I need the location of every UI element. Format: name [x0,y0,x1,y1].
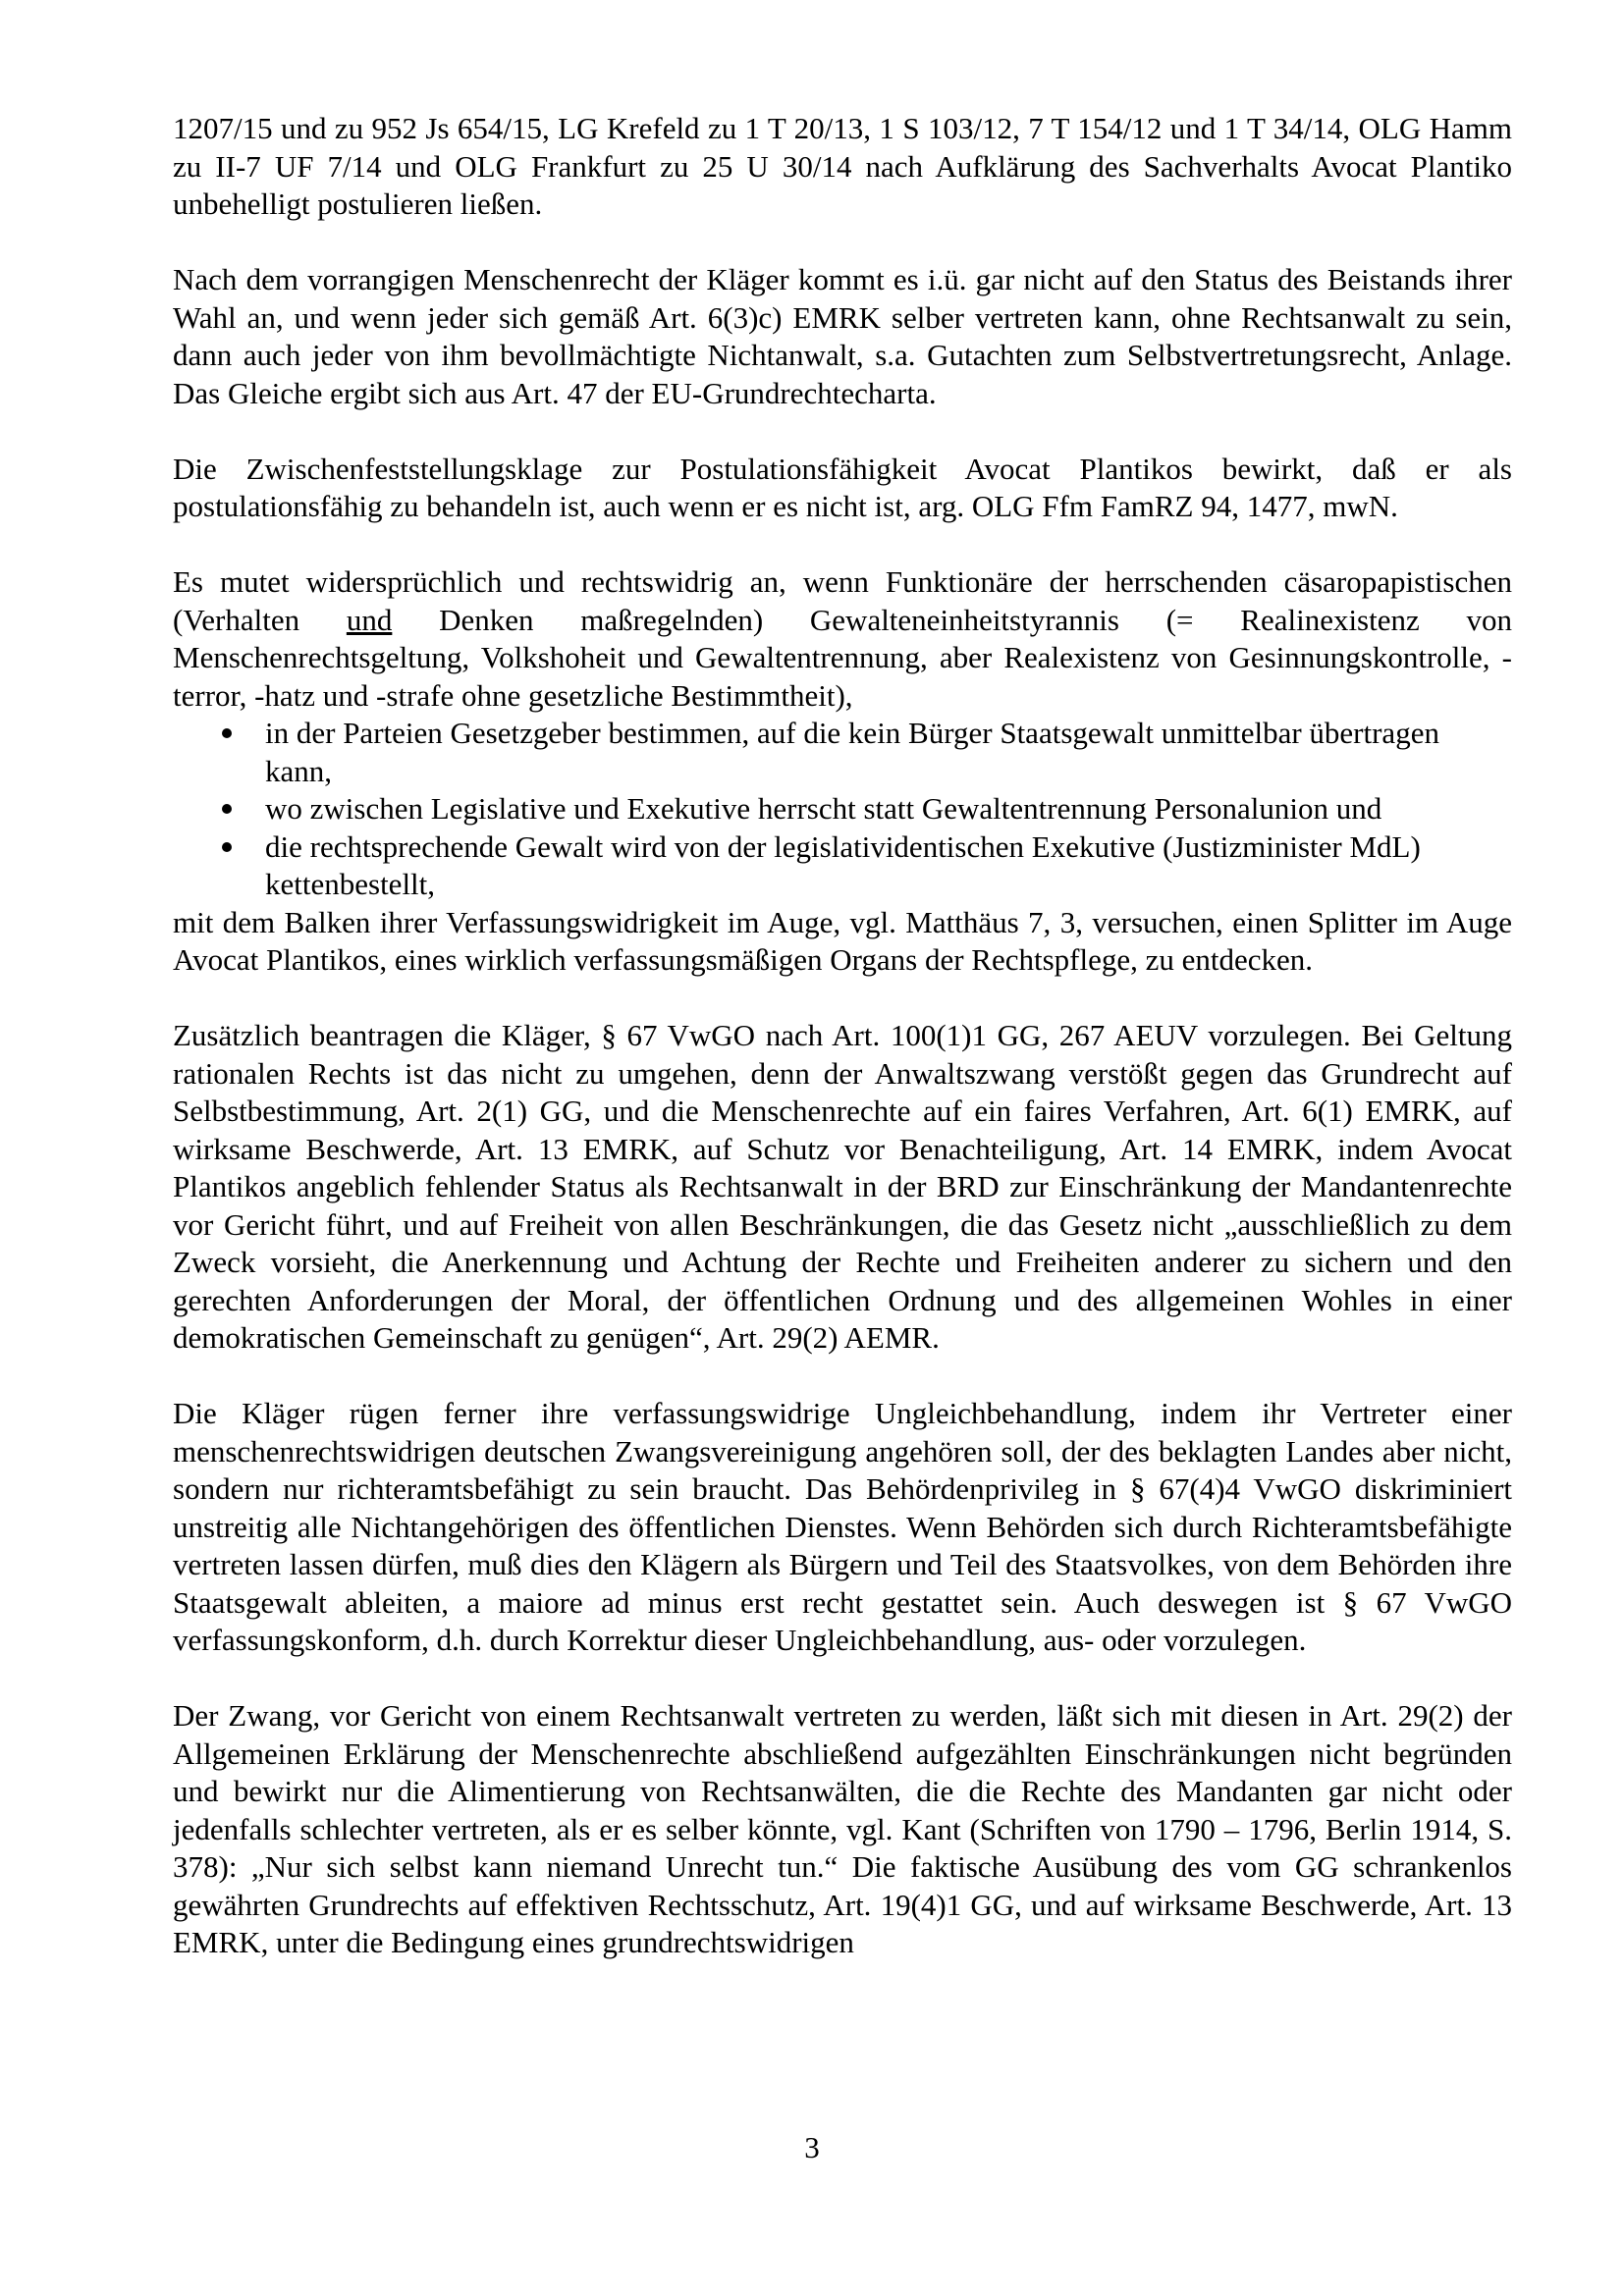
bullet-icon [222,842,232,852]
paragraph-1: 1207/15 und zu 952 Js 654/15, LG Krefeld zu 1 T 20/13, 1 S 103/12, 7 T 154/12 und 1 T 34/14, OLG Hamm zu II-7 UF 7/14 und OLG Frankfurt zu 25 U 30/14 nach Aufklärung des Sachverhalts Avocat Plantiko unbehelligt postulieren ließen. [173,111,1512,221]
paragraph-4-text-a: Es mutet widersprüchlich und rechtswidrig an, wenn Funktionäre der herrschenden cäsaropapistischen (Verhalten [173,564,1512,637]
paragraph-2: Nach dem vorrangigen Menschenrecht der Kläger kommt es i.ü. gar nicht auf den Status des Beistands ihrer Wahl an, und wenn jeder sich gemäß Art. 6(3)c) EMRK selber vertreten kann, ohne Rechtsanwalt zu sein, dann auch jeder von ihm bevollmächtigte Nichtanwalt, s.a. Gutachten zum Selbstvertretungsrecht, Anlage. Das Gleiche ergibt sich aus Art. 47 der EU-Grundrechtecharta. [173,262,1512,410]
paragraph-4-closing: mit dem Balken ihrer Verfassungswidrigkeit im Auge, vgl. Matthäus 7, 3, versuchen, einen Splitter im Auge Avocat Plantikos, eines wirklich verfassungsmäßigen Organs der Rechtspflege, zu entdecken. [173,904,1512,977]
bullet-icon [222,804,232,814]
bullet-text: in der Parteien Gesetzgeber bestimmen, auf die kein Bürger Staatsgewalt unmittelbar übertragen kann, [265,716,1439,788]
paragraph-3: Die Zwischenfeststellungsklage zur Postulationsfähigkeit Avocat Plantikos bewirkt, daß er als postulationsfähig zu behandeln ist, auch wenn er es nicht ist, arg. OLG Ffm FamRZ 94, 1477, mwN. [173,451,1512,523]
bullet-icon [222,728,232,738]
paragraph-5: Zusätzlich beantragen die Kläger, § 67 VwGO nach Art. 100(1)1 GG, 267 AEUV vorzulegen. Bei Geltung rationalen Rechts ist das nicht zu umgehen, denn der Anwaltszwang verstößt gegen das Grundrecht auf Selbstbestimmung, Art. 2(1) GG, und die Menschenrechte auf ein faires Verfahren, Art. 6(1) EMRK, auf wirksame Beschwerde, Art. 13 EMRK, auf Schutz vor Benachteiligung, Art. 14 EMRK, indem Avocat Plantikos angeblich fehlender Status als Rechtsanwalt in der BRD zur Einschränkung der Mandantenrechte vor Gericht führt, und auf Freiheit von allen Beschränkungen, die das Gesetz nicht „ausschließlich zu dem Zweck vorsieht, die Anerkennung und Achtung der Rechte und Freiheiten anderer zu sichern und den gerechten Anforderungen der Moral, der öffentlichen Ordnung und des allgemeinen Wohles in einer demokratischen Gemeinschaft zu genügen“, Art. 29(2) AEMR. [173,1018,1512,1355]
bullet-list [173,715,1512,904]
paragraph-7: Der Zwang, vor Gericht von einem Rechtsanwalt vertreten zu werden, läßt sich mit diesen in Art. 29(2) der Allgemeinen Erklärung der Menschenrechte abschließend aufgezählten Einschränkungen nicht begründen und bewirkt nur die Alimentierung von Rechtsanwälten, die die Rechte des Mandanten gar nicht oder jedenfalls schlechter vertreten, als er es selber könnte, vgl. Kant (Schriften von 1790 – 1796, Berlin 1914, S. 378): „Nur sich selbst kann niemand Unrecht tun.“ Die faktische Ausübung des vom GG schrankenlos gewährten Grundrechts auf effektiven Rechtsschutz, Art. 19(4)1 GG, und auf wirksame Beschwerde, Art. 13 EMRK, unter die Bedingung eines grundrechtswidrigen [173,1698,1512,1959]
bullet-item [173,790,1512,828]
underlined-word: und [346,602,393,637]
paragraph-4-intro [173,563,1512,715]
bullet-item [173,715,1512,790]
paragraph-4-text-b: Denken maßregelnden) Gewalteneinheitstyrannis (= Realinexistenz von Menschenrechtsgeltung, Volkshoheit und Gewaltentrennung, aber Realexistenz von Gesinnungskontrolle, -terror, -hatz und -strafe ohne gesetzliche Bestimmtheit), [173,602,1512,713]
paragraph-6: Die Kläger rügen ferner ihre verfassungswidrige Ungleichbehandlung, indem ihr Vertreter einer menschenrechtswidrigen deutschen Zwangsvereinigung angehören soll, der des beklagten Landes aber nicht, sondern nur richteramtsbefähigt zu sein braucht. Das Behördenprivileg in § 67(4)4 VwGO diskriminiert unstreitig alle Nichtangehörigen des öffentlichen Dienstes. Wenn Behörden sich durch Richteramtsbefähigte vertreten lassen dürfen, muß dies den Klägern als Bürgern und Teil des Staatsvolkes, von dem Behörden ihre Staatsgewalt ableiten, a maiore ad minus erst recht gestattet sein. Auch deswegen ist § 67 VwGO verfassungskonform, d.h. durch Korrektur dieser Ungleichbehandlung, aus- oder vorzulegen. [173,1396,1512,1657]
document-body [173,110,1512,1962]
page-number: 3 [804,2130,820,2164]
bullet-item [173,828,1512,904]
bullet-text: die rechtsprechende Gewalt wird von der legislatividentischen Exekutive (Justizminister MdL) kettenbestellt, [265,828,1421,901]
bullet-text: wo zwischen Legislative und Exekutive herrscht statt Gewaltentrennung Personalunion und [265,791,1382,826]
